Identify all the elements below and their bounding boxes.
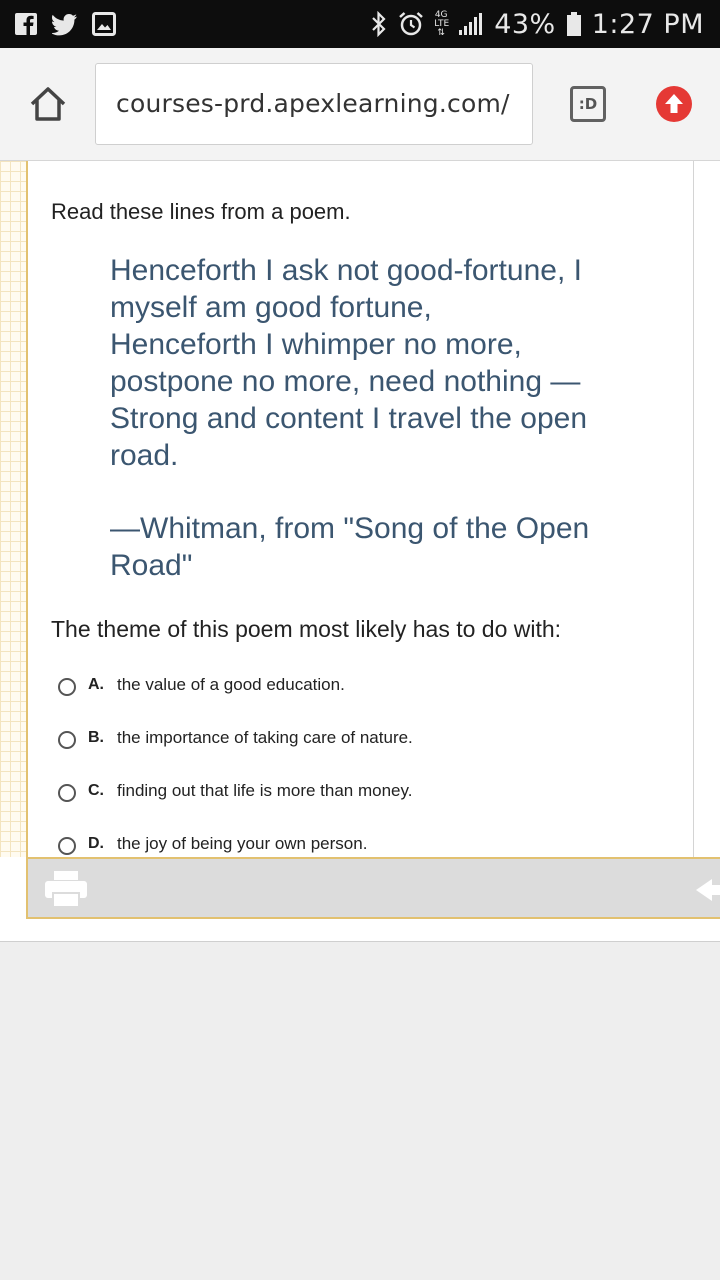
radio-button[interactable]	[58, 784, 76, 802]
question-prompt: The theme of this poem most likely has to do with:	[51, 616, 562, 642]
attribution-line: —Whitman, from "Song of the Open	[110, 512, 590, 545]
grid-background	[0, 161, 26, 857]
answer-option-c[interactable]	[58, 776, 412, 806]
url-text[interactable]: courses-prd.apexlearning.com/	[116, 89, 510, 118]
4g-lte-icon: 4G LTE ⇅	[434, 9, 450, 38]
option-text: the importance of taking care of nature.	[117, 728, 413, 747]
print-icon[interactable]	[44, 869, 88, 909]
question-toolbar	[26, 857, 720, 919]
status-bar	[0, 0, 720, 48]
question-card	[26, 161, 694, 857]
twitter-icon	[52, 12, 78, 36]
option-text: finding out that life is more than money.	[117, 781, 413, 800]
option-letter: C.	[88, 782, 104, 799]
arrow-up-icon	[656, 86, 692, 122]
answer-option-a[interactable]	[58, 670, 345, 700]
browser-toolbar	[0, 48, 720, 161]
battery-icon	[566, 11, 582, 37]
question-intro: Read these lines from a poem.	[51, 199, 351, 224]
alarm-icon	[398, 11, 424, 37]
battery-percent: 43%	[494, 8, 556, 40]
status-bar-right	[370, 6, 704, 42]
radio-button[interactable]	[58, 837, 76, 855]
address-bar[interactable]	[95, 63, 533, 145]
gallery-icon	[92, 12, 116, 36]
poem-attribution	[110, 510, 630, 584]
status-bar-left	[14, 12, 116, 36]
clock: 1:27 PM	[591, 8, 704, 40]
poem-line: road.	[110, 439, 179, 472]
facebook-icon	[14, 12, 38, 36]
answer-option-d[interactable]	[58, 829, 367, 859]
option-letter: B.	[88, 729, 104, 746]
option-letter: A.	[88, 676, 104, 693]
poem-line: postpone no more, need nothing —	[110, 365, 581, 398]
option-letter: D.	[88, 835, 104, 852]
poem-line: Strong and content I travel the open	[110, 402, 587, 435]
radio-button[interactable]	[58, 678, 76, 696]
network-lte-label: LTE	[434, 18, 450, 29]
network-type-label: 4G	[434, 9, 448, 20]
home-icon[interactable]	[28, 84, 68, 124]
option-text: the joy of being your own person.	[117, 834, 368, 853]
poem-line: Henceforth I ask not good-fortune, I	[110, 254, 582, 287]
radio-button[interactable]	[58, 731, 76, 749]
poem-excerpt	[110, 252, 630, 474]
bluetooth-icon	[370, 11, 388, 37]
poem-line: Henceforth I whimper no more,	[110, 328, 522, 361]
upload-button[interactable]	[656, 86, 692, 122]
poem-line: myself am good fortune,	[110, 291, 432, 324]
option-text: the value of a good education.	[117, 675, 345, 694]
tabs-button[interactable]: :D	[570, 86, 606, 122]
signal-icon	[458, 12, 484, 36]
page-content	[0, 161, 720, 942]
back-arrow-icon[interactable]	[696, 877, 720, 903]
attribution-line: Road"	[110, 549, 193, 582]
answer-option-b[interactable]	[58, 723, 413, 753]
